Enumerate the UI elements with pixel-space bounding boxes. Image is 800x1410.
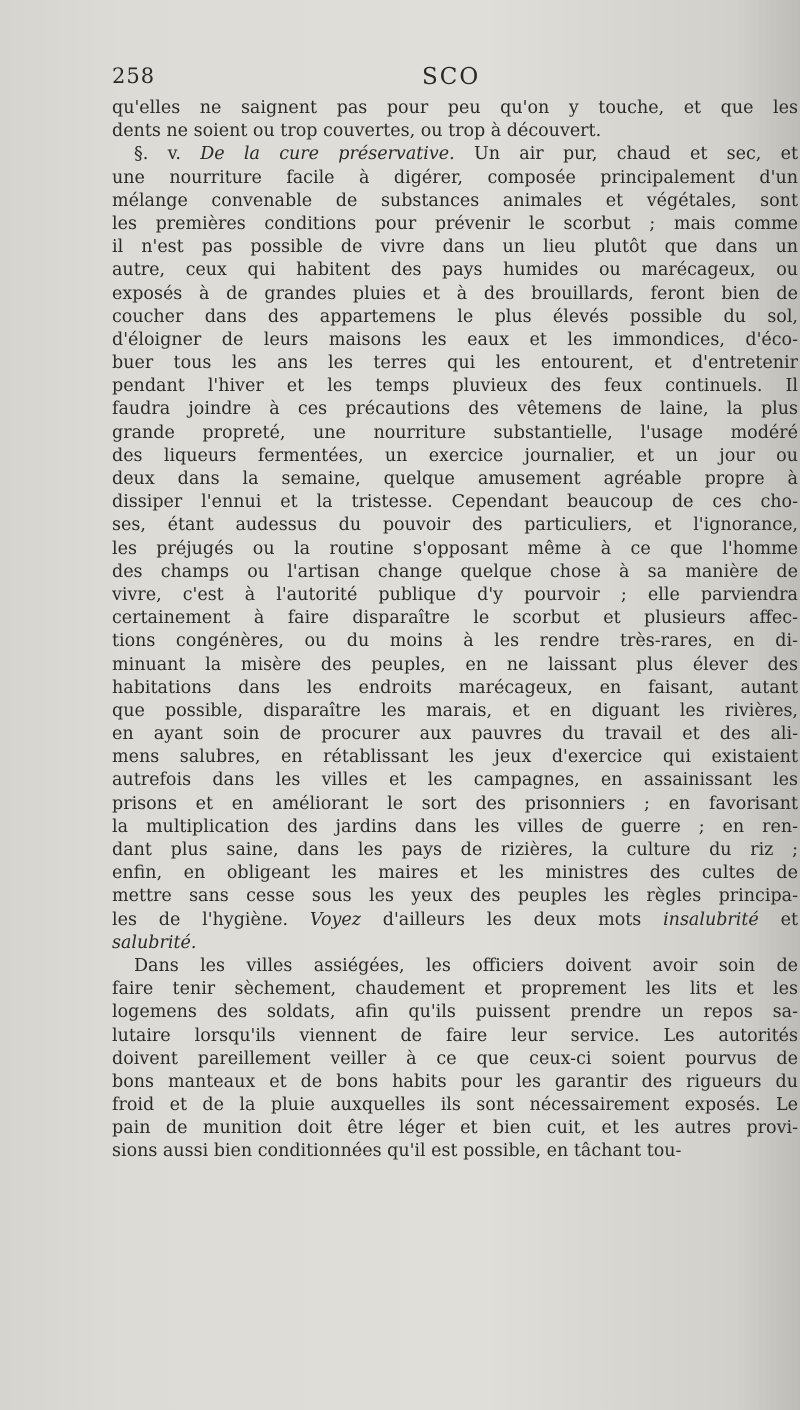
text-line: ses, étant audessus du pouvoir des particuliers, et l'ignorance, bbox=[112, 515, 798, 536]
text-line: des liqueurs fermentées, un exercice journalier, et un jour ou bbox=[112, 445, 798, 466]
page-header bbox=[112, 64, 760, 94]
text-line: bons manteaux et de bons habits pour les garantir des rigueurs du bbox=[112, 1071, 798, 1092]
text-line: faudra joindre à ces précautions des vêtemens de laine, la plus bbox=[112, 399, 798, 420]
text-line: que possible, disparaître les marais, et en diguant les rivières, bbox=[112, 700, 798, 721]
text-line: mens salubres, en rétablissant les jeux d'exercice qui existaient bbox=[112, 747, 798, 768]
text-line: autre, ceux qui habitent des pays humides ou marécageux, ou bbox=[112, 260, 798, 281]
text-line: buer tous les ans les terres qui les entourent, et d'entretenir bbox=[112, 353, 798, 374]
text-line bbox=[112, 932, 798, 955]
body-text bbox=[112, 97, 798, 1164]
text-line: dents ne soient ou trop couvertes, ou trop à découvert. bbox=[112, 121, 602, 142]
text-line: dant plus saine, dans les pays de rizières, la culture du riz ; bbox=[112, 840, 798, 860]
text-line: deux dans la semaine, quelque amusement agréable propre à bbox=[112, 469, 798, 489]
text-line: il n'est pas possible de vivre dans un lieu plutôt que dans un bbox=[112, 237, 798, 258]
text-line: enfin, en obligeant les maires et les ministres des cultes de bbox=[112, 863, 798, 884]
text-line: mettre sans cesse sous les yeux des peuples les règles principa- bbox=[112, 886, 798, 907]
text-line: faire tenir sèchement, chaudement et proprement les lits et les bbox=[112, 979, 798, 1000]
italic-text: De la cure préservative. bbox=[200, 144, 455, 165]
text-line: coucher dans des appartemens le plus élevés possible du sol, bbox=[112, 306, 798, 327]
running-head: SCO bbox=[422, 64, 481, 90]
text-line: qu'elles ne saignent pas pour peu qu'on y touche, et que les bbox=[112, 98, 798, 118]
text-line: doivent pareillement veiller à ce que ceux-ci soient pourvus de bbox=[112, 1048, 798, 1069]
text-line: d'éloigner de leurs maisons les eaux et les immondices, d'éco- bbox=[112, 329, 798, 350]
text-line: §. v. De la cure préservative. Un air pur, chaud et sec, et bbox=[134, 144, 798, 165]
text-line: logemens des soldats, afin qu'ils puissent prendre un repos sa- bbox=[112, 1002, 798, 1023]
text-line: autrefois dans les villes et les campagnes, en assainissant les bbox=[112, 770, 798, 791]
italic-text: insalubrité bbox=[663, 909, 759, 930]
text-line: les premières conditions pour prévenir le scorbut ; mais comme bbox=[112, 213, 798, 234]
page-number: 258 bbox=[112, 64, 156, 88]
text-line: des champs ou l'artisan change quelque chose à sa manière de bbox=[112, 561, 798, 582]
text-line: pain de munition doit être léger et bien cuit, et les autres provi- bbox=[112, 1118, 798, 1139]
italic-text: Voyez bbox=[309, 909, 361, 930]
text-line: minuant la misère des peuples, en ne laissant plus élever des bbox=[112, 654, 798, 675]
text-line: exposés à de grandes pluies et à des brouillards, feront bien de bbox=[112, 283, 798, 304]
text-line: en ayant soin de procurer aux pauvres du travail et des ali- bbox=[112, 724, 798, 745]
text-line: vivre, c'est à l'autorité publique d'y pourvoir ; elle parviendra bbox=[112, 584, 798, 605]
text-line: tions congénères, ou du moins à les rendre très-rares, en di- bbox=[112, 631, 798, 652]
text-line: mélange convenable de substances animales et végétales, sont bbox=[112, 190, 798, 211]
text-line: froid et de la pluie auxquelles ils sont nécessairement exposés. Le bbox=[112, 1095, 798, 1116]
text-line: lutaire lorsqu'ils viennent de faire leur service. Les autorités bbox=[112, 1025, 798, 1046]
text-line: les de l'hygiène. Voyez d'ailleurs les deux mots insalubrité et bbox=[112, 909, 798, 930]
text-line: dissiper l'ennui et la tristesse. Cependant beaucoup de ces cho- bbox=[112, 492, 798, 513]
text-line: habitations dans les endroits marécageux, en faisant, autant bbox=[112, 677, 798, 698]
text-line: pendant l'hiver et les temps pluvieux des feux continuels. Il bbox=[112, 376, 798, 397]
text-line: une nourriture facile à digérer, composée principalement d'un bbox=[112, 167, 798, 188]
text-line: grande propreté, une nourriture substantielle, l'usage modéré bbox=[112, 422, 798, 443]
text-line: prisons et en améliorant le sort des prisonniers ; en favorisant bbox=[112, 793, 798, 814]
text-line: sions aussi bien conditionnées qu'il est possible, en tâchant tou- bbox=[112, 1141, 682, 1162]
text-line: Dans les villes assiégées, les officiers doivent avoir soin de bbox=[134, 955, 798, 976]
italic-text: salubrité. bbox=[112, 932, 197, 953]
text-line: la multiplication des jardins dans les villes de guerre ; en ren- bbox=[112, 816, 798, 837]
text-line: les préjugés ou la routine s'opposant même à ce que l'homme bbox=[112, 538, 798, 559]
text-line: certainement à faire disparaître le scorbut et plusieurs affec- bbox=[112, 608, 798, 629]
